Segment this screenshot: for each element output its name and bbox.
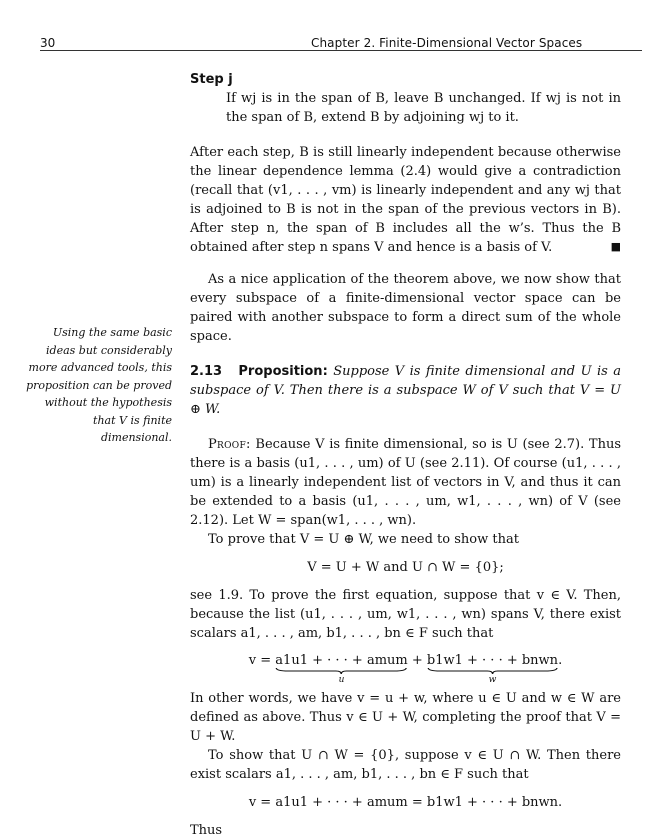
proposition (190, 362, 621, 419)
proof-paragraph-5: To show that U ∩ W = {0}, suppose v ∈ U ∩ W. Then there exist scalars a1, . . . , am, b1, . . . , bn ∈ F such that (190, 748, 621, 782)
equation-2-w-part: b1w1 + · · · + bnwn (426, 653, 559, 668)
w-label: w (488, 675, 497, 685)
proof-paragraph-3: see 1.9. To prove the first equation, suppose that v ∈ V. Then, because the list (u1, . . . , um, w1, . . . , wn) spans V, there exist scalars a1, . . . , am, b1, . . . , bn ∈ F such that (190, 588, 621, 641)
equation-1: V = U + W and U ∩ W = {0}; (307, 560, 504, 575)
step-j-title: Step j (190, 72, 233, 87)
header-rule (40, 50, 642, 51)
u-underbrace (275, 668, 407, 685)
proof-label: Proof: (208, 437, 251, 452)
proposition-label: Proposition: (238, 364, 328, 379)
page-header (22, 34, 620, 52)
equation-2-line (190, 651, 621, 685)
qed-symbol: ■ (610, 240, 621, 253)
main-text (190, 70, 621, 840)
chapter-title: Chapter 2. Finite-Dimensional Vector Spaces (311, 36, 583, 50)
u-label: u (338, 675, 345, 685)
proof-paragraph-2: To prove that V = U ⊕ W, we need to show that (208, 532, 519, 547)
proposition-statement: Suppose V is finite dimensional and U is a subspace of V. Then there is a subspace W of V such that V = U ⊕ W. (190, 364, 621, 417)
equation-2-w-group (426, 651, 559, 685)
paragraph-nice-application: As a nice application of the theorem above, we now show that every subspace of a finite-dimensional vector space can be paired with another subspace to form a direct sum of the whole space. (190, 272, 621, 344)
paragraph-after-steps: After each step, B is still linearly independent because otherwise the linear dependence lemma (2.4) would give a contradiction (recall that (v1, . . . , vm) is linearly independent and any wj that is adjoined to B is not in the span of the previous vectors in B). After step n, the span of B includes all the w’s. Thus the B obtained after step n spans V and hence is a basis of V. (190, 145, 621, 255)
page-number: 30 (40, 36, 56, 50)
proposition-number: 2.13 (190, 364, 223, 379)
equation-2-end: . (558, 653, 563, 668)
equation-2-u-group (275, 651, 408, 685)
proof-text-1: Because V is finite dimensional, so is U (see 2.7). Thus there is a basis (u1, . . . , um) of U (see 2.11). Of course (u1, . . . , um) is a linearly independent list of vectors in V, and thus it can be extended to a basis (u1, . . . , um, w1, . . . , wn) of V (see 2.12). Let W = span(w1, . . . , wn). (190, 437, 621, 528)
equation-2-left: v = (248, 653, 276, 668)
proof-paragraph-1 (190, 435, 621, 530)
w-underbrace (427, 668, 558, 685)
equation-2 (190, 651, 621, 685)
step-j-body: If wj is in the span of B, leave B unchanged. If wj is not in the span of B, extend B by adjoining wj to it. (226, 91, 621, 125)
equation-2-plus: + (407, 653, 427, 668)
proof-paragraph-6: Thus (190, 823, 223, 838)
equation-2-u-part: a1u1 + · · · + amum (275, 653, 408, 668)
equation-3: v = a1u1 + · · · + amum = b1w1 + · · · + bnwn. (248, 795, 563, 810)
proof-paragraph-4: In other words, we have v = u + w, where u ∈ U and w ∈ W are defined as above. Thus v ∈ U + W, completing the proof that V = U + W. (190, 691, 621, 744)
margin-note: Using the same basic ideas but considerably more advanced tools, this proposition can be proved without the hypothesis that V is finite dimensional. (26, 326, 172, 444)
